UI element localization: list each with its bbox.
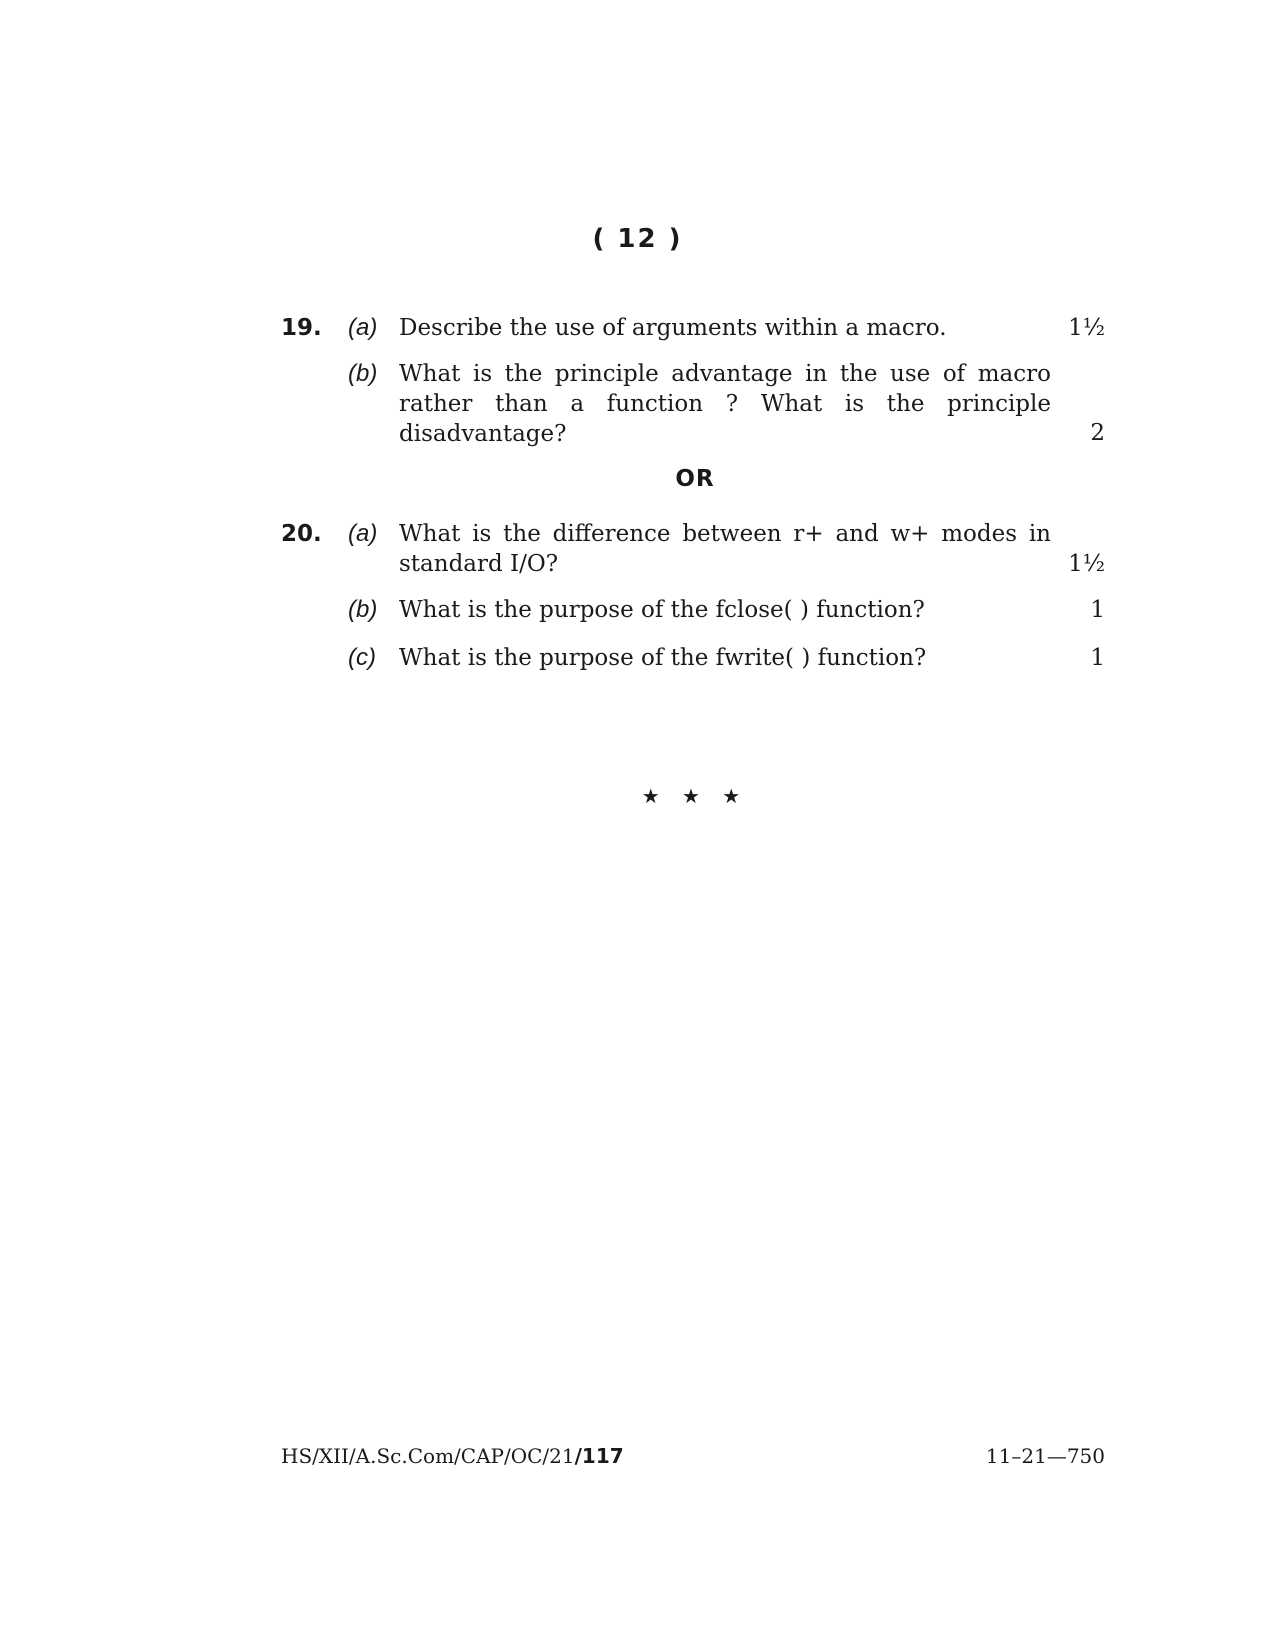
part-label: (a)	[348, 314, 378, 341]
part-label: (b)	[348, 596, 378, 623]
marks: 1	[1090, 597, 1105, 623]
marks: 1½	[1068, 315, 1105, 341]
part-label: (c)	[348, 644, 376, 671]
paper-code	[281, 1444, 624, 1468]
marks: 1	[1090, 645, 1105, 671]
paper-code-prefix: HS/XII/A.Sc.Com/CAP/OC/21	[281, 1444, 575, 1468]
part-label: (a)	[348, 520, 378, 547]
question-number: 20.	[281, 521, 322, 547]
part-label: (b)	[348, 360, 378, 387]
print-code: 11–21—750	[985, 1444, 1105, 1468]
question-text: What is the principle advantage in the use of macro rather than a function ? What is the principle disadvantage?	[399, 361, 1051, 447]
or-separator: OR	[675, 466, 715, 492]
paper-code-suffix: /117	[574, 1444, 624, 1468]
end-marker: ★ ★ ★	[641, 784, 749, 808]
question-text: What is the purpose of the fwrite( ) function?	[399, 645, 927, 671]
question-number: 19.	[281, 315, 322, 341]
question-text: Describe the use of arguments within a macro.	[399, 315, 947, 341]
marks: 2	[1090, 420, 1105, 446]
question-text: What is the purpose of the fclose( ) function?	[399, 597, 925, 623]
page-number: ( 12 )	[592, 224, 683, 254]
question-text: What is the difference between r+ and w+ modes in standard I/O?	[399, 521, 1051, 577]
marks: 1½	[1068, 551, 1105, 577]
